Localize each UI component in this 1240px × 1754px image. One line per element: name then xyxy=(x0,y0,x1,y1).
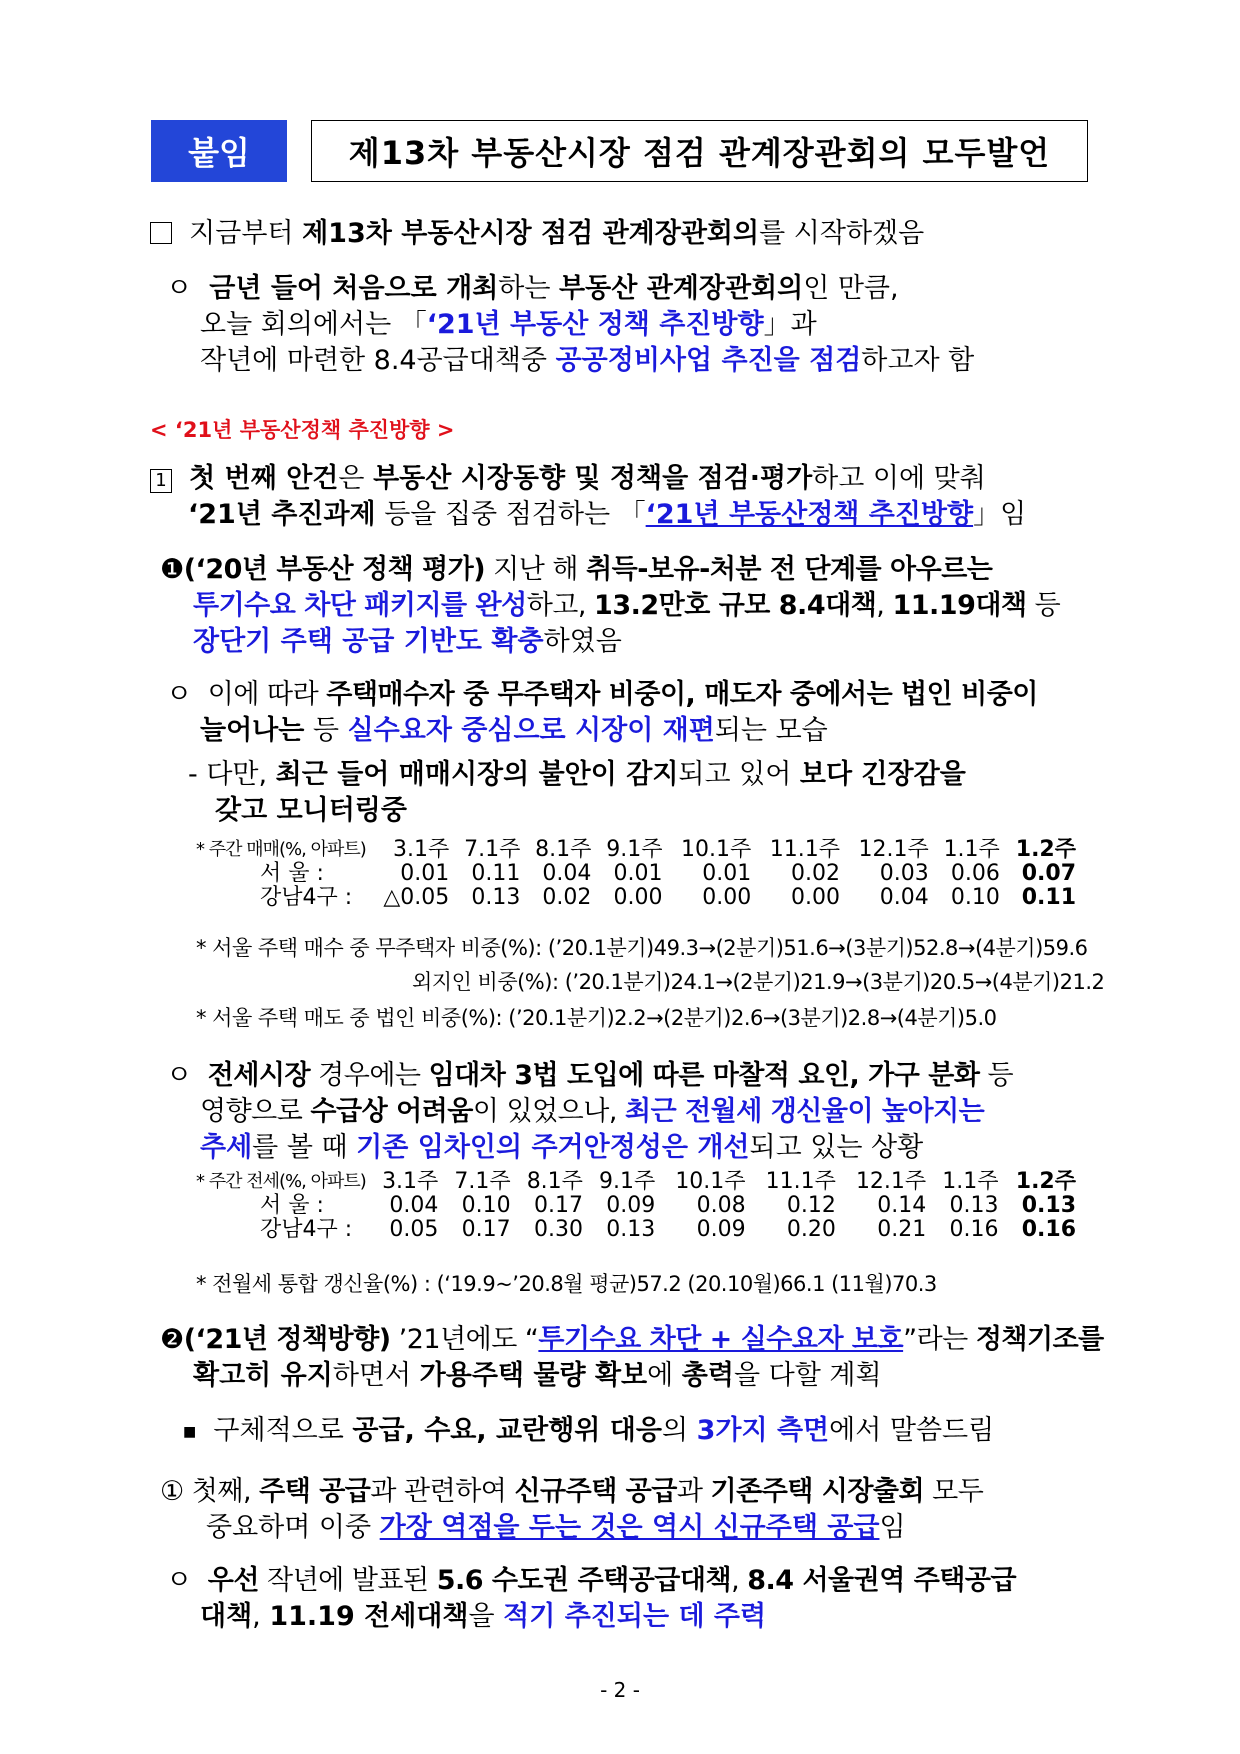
text: 를 볼 때 xyxy=(252,1132,357,1163)
week-cell: 7.1주 xyxy=(464,837,521,862)
three-aspects xyxy=(183,1414,994,1449)
text-bold: 제13차 부동산시장 점검 관계장관회의 xyxy=(302,218,760,249)
text-bold-blue: 가장 역점을 두는 것은 역시 신규주택 공급 xyxy=(379,1512,880,1543)
value-cell: 0.01 xyxy=(613,861,663,886)
value-cell: 0.16 xyxy=(949,1217,999,1242)
text: 이 있었으나, xyxy=(472,1096,625,1127)
text-bold: 임대차 3법 도입에 따른 마찰적 요인, 가구 분화 xyxy=(428,1060,980,1091)
weekly-sale-price-table xyxy=(196,838,1076,910)
table-label: * 주간 매매(%, 아파트) xyxy=(196,839,366,860)
checkbox-square-icon xyxy=(150,222,172,244)
text: 지난 해 xyxy=(485,554,587,585)
text-bold: 13.2만호 규모 8.4대책 xyxy=(594,590,877,621)
text-bold-blue: 3가지 측면 xyxy=(696,1415,830,1446)
value-cell: 0.13 xyxy=(471,885,521,910)
row-label: 강남4구 : xyxy=(260,1217,353,1242)
agenda-item-1-line xyxy=(188,498,1026,532)
text: 과 xyxy=(676,1476,711,1507)
text-bold: 부동산 관계장관회의 xyxy=(559,273,804,304)
value-cell: 0.12 xyxy=(786,1193,836,1218)
value-cell: 0.00 xyxy=(613,885,663,910)
text: - 다만, xyxy=(188,759,276,790)
weekly-jeonse-price-table xyxy=(196,1170,1076,1242)
text-bold: 수급상 어려움 xyxy=(310,1096,473,1127)
circle-bullet-icon: ㅇ xyxy=(166,273,193,304)
text: 은 xyxy=(338,463,374,494)
week-cell: 8.1주 xyxy=(535,837,592,862)
text-bold: (‘21년 정책방향) xyxy=(183,1324,391,1355)
text-bold-blue: 투기수요 차단 + 실수요자 보호 xyxy=(538,1324,904,1355)
number-box-icon: 1 xyxy=(150,469,172,493)
note-outsider-share: 외지인 비중(%): (’20.1분기)24.1→(2분기)21.9→(3분기)20.5→(4분기)21.2 xyxy=(412,970,1105,994)
text: 」임 xyxy=(973,499,1027,530)
value-cell: 0.09 xyxy=(606,1193,656,1218)
text: 모두 xyxy=(924,1476,984,1507)
table-row xyxy=(196,1218,1076,1242)
text: 중요하며 이중 xyxy=(206,1512,380,1543)
text: 지금부터 xyxy=(189,218,303,249)
row-label: 서 울 : xyxy=(260,1193,324,1218)
week-cell: 3.1주 xyxy=(382,1169,439,1194)
text-bold: 부동산 시장동향 및 정책을 점검·평가 xyxy=(373,463,813,494)
page-number: - 2 - xyxy=(600,1678,640,1702)
text: 과 관련하여 xyxy=(370,1476,515,1507)
week-cell: 9.1주 xyxy=(606,837,663,862)
text: 구체적으로 xyxy=(213,1415,353,1446)
text-bold: 금년 들어 처음으로 개최 xyxy=(209,273,499,304)
supply-priority-line xyxy=(200,1600,766,1634)
text-bold: 보다 긴장감을 xyxy=(799,759,966,790)
table-header-row xyxy=(196,1170,1076,1194)
jeonse-market-line xyxy=(200,1131,923,1165)
text-bold: 정책기조를 xyxy=(975,1324,1104,1355)
value-cell: 0.13 xyxy=(1021,1193,1076,1218)
value-cell: 0.16 xyxy=(1021,1217,1076,1242)
value-cell: 0.02 xyxy=(791,861,840,886)
policy-evaluation-line xyxy=(193,625,622,659)
week-cell: 3.1주 xyxy=(393,837,450,862)
circle-bullet-icon: ㅇ xyxy=(166,1565,192,1596)
value-cell: 0.11 xyxy=(1021,885,1076,910)
text: 되고 있는 상황 xyxy=(749,1132,924,1163)
text-bold: 기존주택 시장출회 xyxy=(710,1476,925,1507)
week-cell: 9.1주 xyxy=(599,1169,656,1194)
attachment-tag: 붙임 xyxy=(151,120,287,182)
text-bold: 첫 번째 안건 xyxy=(189,463,339,494)
document-header xyxy=(151,120,1088,182)
value-cell: 0.03 xyxy=(879,861,929,886)
circle-bullet-icon: ㅇ xyxy=(166,679,192,710)
jeonse-market-line xyxy=(200,1095,984,1129)
text-bold: 신규주택 공급 xyxy=(514,1476,677,1507)
policy-direction xyxy=(160,1323,1104,1357)
value-cell: 0.02 xyxy=(542,885,592,910)
row-label: 서 울 : xyxy=(260,861,324,886)
week-cell: 11.1주 xyxy=(769,837,840,862)
text: 등을 집중 점검하는 「 xyxy=(375,499,646,530)
text: 하고자 함 xyxy=(861,345,975,376)
value-cell: 0.14 xyxy=(877,1193,927,1218)
value-cell: 0.05 xyxy=(389,1217,439,1242)
text: 하고 이에 맞춰 xyxy=(812,463,986,494)
text: 임 xyxy=(879,1512,906,1543)
row-label: 강남4구 : xyxy=(260,885,353,910)
text-bold: 최근 들어 매매시장의 불안이 감지 xyxy=(275,759,679,790)
housing-supply xyxy=(160,1475,983,1509)
text-bold: 5.6 수도권 주택공급대책 xyxy=(436,1565,732,1596)
text: 」과 xyxy=(763,309,817,340)
text: 에서 말씀드림 xyxy=(829,1415,995,1446)
agenda-item-1 xyxy=(150,462,986,496)
text: 되고 있어 xyxy=(678,759,800,790)
buyer-trend xyxy=(166,678,1038,712)
text: , xyxy=(731,1565,748,1596)
text: 인 만큼, xyxy=(803,273,899,304)
week-cell: 12.1주 xyxy=(855,1169,927,1194)
text-bold: 공급, 수요, 교란행위 대응 xyxy=(352,1415,662,1446)
value-cell: 0.13 xyxy=(949,1193,999,1218)
value-cell: 0.09 xyxy=(696,1217,746,1242)
text-bold: 11.19대책 xyxy=(892,590,1027,621)
square-bullet-icon: ■ xyxy=(183,1424,197,1440)
intro-paragraph xyxy=(150,217,924,251)
text-bold-blue: 최근 전월세 갱신율이 높아지는 xyxy=(625,1096,985,1127)
note-corporate-share: * 서울 주택 매도 중 법인 비중(%): (’20.1분기)2.2→(2분기)2.6→(3분기)2.8→(4분기)5.0 xyxy=(196,1006,997,1030)
text: 하는 xyxy=(498,273,560,304)
text-bold: 총력 xyxy=(681,1360,734,1391)
text-bold: 늘어나는 xyxy=(200,715,305,746)
text-bold-blue: 기존 임차인의 주거안정성은 개선 xyxy=(356,1132,750,1163)
value-cell: 0.10 xyxy=(950,885,1000,910)
intro-point-line xyxy=(200,344,974,378)
value-cell: 0.20 xyxy=(786,1217,836,1242)
value-cell: 0.01 xyxy=(702,861,752,886)
week-cell: 10.1주 xyxy=(680,837,752,862)
text-bold: (‘20년 부동산 정책 평가) xyxy=(183,554,486,585)
week-cell: 1.1주 xyxy=(942,1169,999,1194)
text: ’21년에도 “ xyxy=(390,1324,539,1355)
text: 을 다할 계획 xyxy=(733,1360,882,1391)
value-cell: 0.06 xyxy=(950,861,1000,886)
week-cell: 1.2주 xyxy=(1015,1169,1076,1194)
text-bold: ‘21년 추진과제 xyxy=(188,499,376,530)
week-cell: 11.1주 xyxy=(765,1169,836,1194)
text-bold-blue: ‘21년 부동산정책 추진방향 xyxy=(645,499,974,530)
text: 를 시작하겠음 xyxy=(759,218,925,249)
text: 하면서 xyxy=(332,1360,420,1391)
value-cell: 0.08 xyxy=(696,1193,746,1218)
week-cell: 1.2주 xyxy=(1015,837,1076,862)
text: 의 xyxy=(661,1415,697,1446)
table-header-row xyxy=(196,838,1076,862)
text-bold: 8.4 서울권역 주택공급 xyxy=(747,1565,1017,1596)
table-label: * 주간 전세(%, 아파트) xyxy=(196,1171,366,1192)
supply-priority xyxy=(166,1564,1016,1598)
text: 에 xyxy=(647,1360,682,1391)
week-cell: 10.1주 xyxy=(675,1169,746,1194)
value-cell: 0.21 xyxy=(877,1217,927,1242)
filled-number-1-icon: ❶ xyxy=(160,554,184,585)
value-cell: 0.13 xyxy=(606,1217,656,1242)
buyer-trend-line xyxy=(200,714,828,748)
note-buyer-share: * 서울 주택 매수 중 무주택자 비중(%): (’20.1분기)49.3→(2분기)51.6→(3분기)52.8→(4분기)59.6 xyxy=(196,936,1088,960)
text: , xyxy=(876,590,893,621)
text: 하였음 xyxy=(543,626,622,657)
text: , xyxy=(252,1601,270,1632)
value-cell: 0.11 xyxy=(471,861,521,886)
text: 영향으로 xyxy=(200,1096,311,1127)
housing-supply-line xyxy=(206,1511,906,1545)
intro-point-line xyxy=(200,308,817,342)
week-cell: 8.1주 xyxy=(526,1169,583,1194)
text: 이에 따라 xyxy=(207,679,327,710)
text: 등 xyxy=(979,1060,1014,1091)
policy-evaluation xyxy=(160,553,992,587)
text: 을 xyxy=(468,1601,504,1632)
text: ”라는 xyxy=(903,1324,976,1355)
text-bold-blue: 장단기 주택 공급 기반도 확충 xyxy=(193,626,544,657)
section-heading: < ‘21년 부동산정책 추진방향 > xyxy=(150,418,455,442)
value-cell: 0.04 xyxy=(389,1193,439,1218)
text-bold: 확고히 유지 xyxy=(193,1360,333,1391)
value-cell: 0.10 xyxy=(461,1193,511,1218)
text-bold: 주택 공급 xyxy=(259,1476,371,1507)
intro-point xyxy=(166,272,899,306)
filled-number-2-icon: ❷ xyxy=(160,1324,184,1355)
text: 등 xyxy=(304,715,348,746)
table-row xyxy=(196,886,1076,910)
text-bold: 11.19 전세대책 xyxy=(269,1601,469,1632)
text-bold-blue: 추세 xyxy=(200,1132,253,1163)
value-cell: △0.05 xyxy=(383,885,450,910)
document-title: 제13차 부동산시장 점검 관계장관회의 모두발언 xyxy=(311,120,1088,182)
text-bold: 우선 xyxy=(207,1565,259,1596)
market-caution xyxy=(188,758,966,792)
text: 하고, xyxy=(526,590,595,621)
jeonse-market xyxy=(166,1059,1013,1093)
value-cell: 0.00 xyxy=(791,885,840,910)
text: 첫째, xyxy=(183,1476,260,1507)
circle-bullet-icon: ㅇ xyxy=(166,1060,192,1091)
market-caution-line: 갖고 모니터링중 xyxy=(215,795,407,826)
text-bold: 가용주택 물량 확보 xyxy=(419,1360,648,1391)
text: 되는 모습 xyxy=(714,715,828,746)
week-cell: 7.1주 xyxy=(454,1169,511,1194)
text-bold: 취득-보유-처분 전 단계를 아우르는 xyxy=(586,554,993,585)
policy-evaluation-line xyxy=(193,589,1060,623)
value-cell: 0.01 xyxy=(400,861,450,886)
circled-number-1-icon: ① xyxy=(160,1476,184,1507)
text: 작년에 발표된 xyxy=(258,1565,437,1596)
policy-direction-line xyxy=(193,1359,882,1393)
value-cell: 0.17 xyxy=(461,1217,511,1242)
value-cell: 0.04 xyxy=(542,861,592,886)
value-cell: 0.17 xyxy=(533,1193,583,1218)
text: 경우에는 xyxy=(310,1060,429,1091)
table-row xyxy=(196,1194,1076,1218)
value-cell: 0.07 xyxy=(1021,861,1076,886)
text: 작년에 마련한 8.4공급대책중 xyxy=(200,345,556,376)
week-cell: 12.1주 xyxy=(858,837,929,862)
value-cell: 0.30 xyxy=(533,1217,583,1242)
text-bold-blue: 적기 추진되는 데 주력 xyxy=(503,1601,767,1632)
note-renewal-rate: * 전월세 통합 갱신율(%) : (‘19.9~’20.8월 평균)57.2 (20.10월)66.1 (11월)70.3 xyxy=(196,1272,937,1296)
text-bold-blue: 투기수요 차단 패키지를 완성 xyxy=(193,590,527,621)
value-cell: 0.04 xyxy=(879,885,929,910)
text-bold: 주택매수자 중 무주택자 비중이, 매도자 중에서는 법인 비중이 xyxy=(326,679,1038,710)
text-bold: 대책 xyxy=(200,1601,253,1632)
text-bold-blue: ‘21년 부동산 정책 추진방향 xyxy=(426,309,764,340)
text-bold-blue: 공공정비사업 추진을 점검 xyxy=(555,345,862,376)
text: 등 xyxy=(1026,590,1061,621)
text-bold: 전세시장 xyxy=(207,1060,311,1091)
text-bold-blue: 실수요자 중심으로 시장이 재편 xyxy=(347,715,715,746)
table-row xyxy=(196,862,1076,886)
text: 오늘 회의에서는 「 xyxy=(200,309,427,340)
week-cell: 1.1주 xyxy=(943,837,1000,862)
value-cell: 0.00 xyxy=(702,885,752,910)
